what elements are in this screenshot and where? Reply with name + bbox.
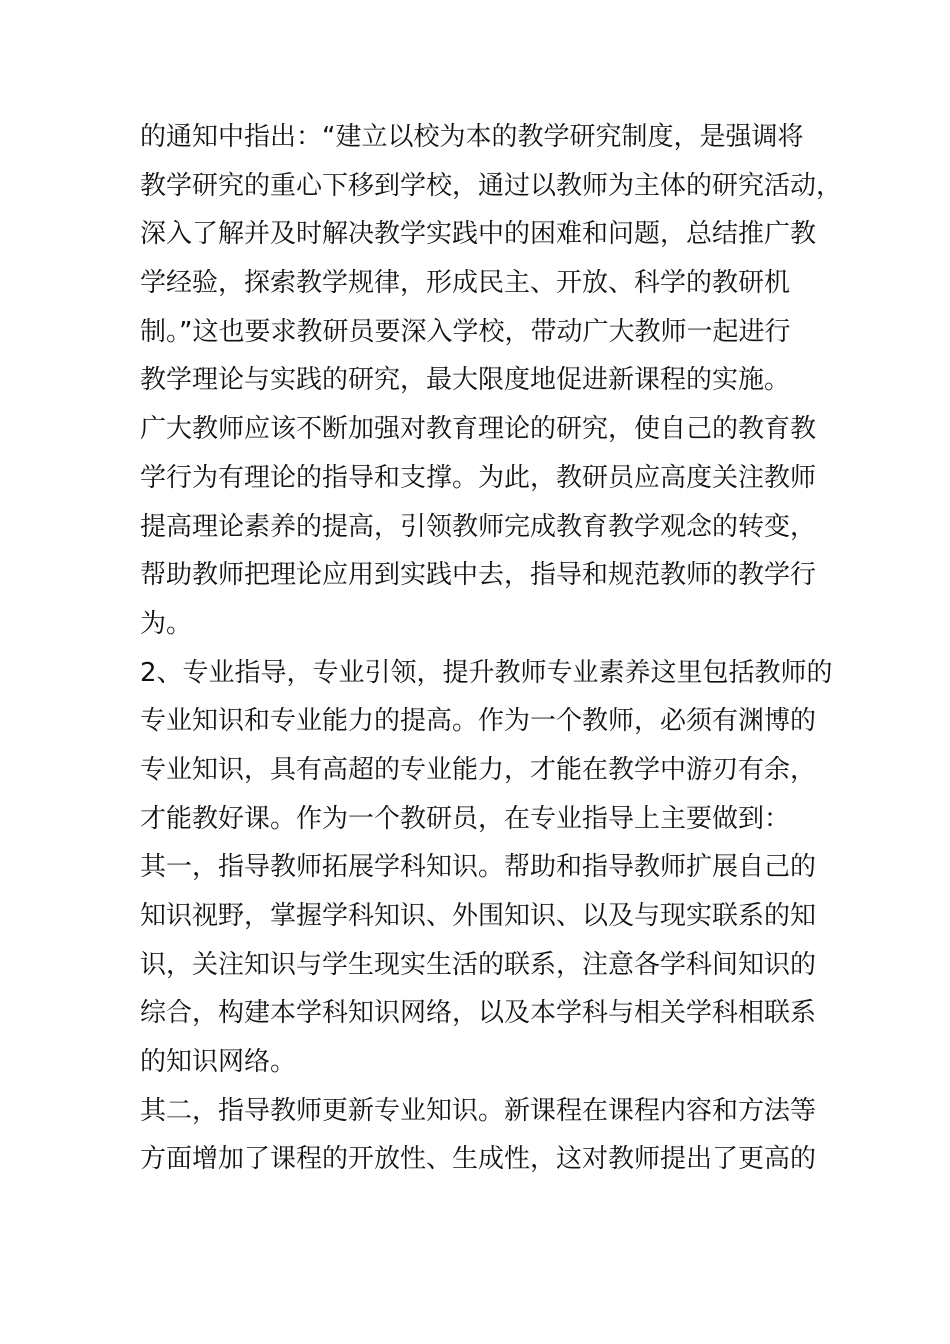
text-line: 专业知识和专业能力的提高。作为一个教师，必须有渊博的	[140, 706, 817, 737]
text-line: 学行为有理论的指导和支撑。为此，教研员应高度关注教师	[140, 462, 817, 493]
text-line: 深入了解并及时解决教学实践中的困难和问题，总结推广教	[140, 219, 817, 250]
text-line: 知识视野，掌握学科知识、外围知识、以及与现实联系的知	[140, 901, 817, 931]
body-text	[140, 113, 843, 1184]
text-line: 综合，构建本学科知识网络，以及本学科与相关学科相联系	[140, 998, 817, 1029]
text-line: 方面增加了课程的开放性、生成性，这对教师提出了更高的	[140, 1144, 817, 1175]
text-line: 广大教师应该不断加强对教育理论的研究，使自己的教育教	[140, 414, 817, 445]
text-line: 2、专业指导，专业引领，提升教师专业素养这里包括教师的	[140, 657, 833, 688]
text-line: 的知识网络。	[140, 1047, 297, 1078]
text-line: 帮助教师把理论应用到实践中去，指导和规范教师的教学行	[140, 560, 817, 591]
text-line: 为。	[140, 608, 193, 639]
text-line: 专业知识，具有高超的专业能力，才能在教学中游刃有余，	[140, 754, 817, 785]
text-line: 识，关注知识与学生现实生活的联系，注意各学科间知识的	[140, 949, 817, 980]
text-line: 教学研究的重心下移到学校，通过以教师为主体的研究活动，	[140, 170, 843, 201]
text-line: 的通知中指出：“建立以校为本的教学研究制度，是强调将	[140, 122, 804, 152]
text-line: 其二，指导教师更新专业知识。新课程在课程内容和方法等	[140, 1095, 817, 1126]
text-line: 提高理论素养的提高，引领教师完成教育教学观念的转变，	[140, 511, 817, 542]
text-line: 学经验，探索教学规律，形成民主、开放、科学的教研机	[140, 268, 791, 299]
text-line: 教学理论与实践的研究，最大限度地促进新课程的实施。	[140, 365, 791, 396]
text-line: 制。”这也要求教研员要深入学校，带动广大教师一起进行	[140, 316, 791, 347]
text-line: 其一，指导教师拓展学科知识。帮助和指导教师扩展自己的	[140, 852, 817, 883]
text-line: 才能教好课。作为一个教研员，在专业指导上主要做到：	[140, 803, 791, 834]
